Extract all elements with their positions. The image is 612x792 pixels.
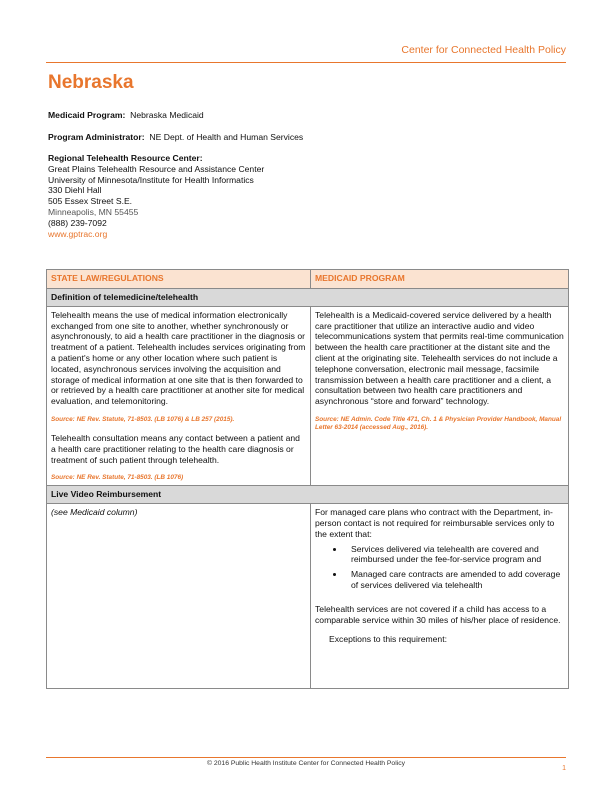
table-row [47,306,569,486]
program-administrator-value: NE Dept. of Health and Human Services [149,132,304,142]
medicaid-program-line [48,110,204,121]
state-law-cell [47,504,311,689]
list-item: • Services delivered via telehealth are covered and reimbursed under the fee-for-service program and [345,544,564,566]
header-divider [46,62,566,63]
state-law-cell [47,306,311,486]
column-header-row [47,270,569,289]
list-item: • Managed care contracts are amended to add coverage of services delivered via telehealth [345,569,564,591]
program-administrator-label: Program Administrator: [48,132,145,142]
rtrc-label: Regional Telehealth Resource Center: [48,153,203,163]
section-header-row [47,486,569,504]
column-header-state-law: STATE LAW/REGULATIONS [47,270,311,289]
page-title: Nebraska [48,72,134,93]
rtrc-name: Great Plains Telehealth Resource and Assistance Center [48,163,265,174]
header-org-name: Center for Connected Health Policy [401,44,566,56]
rtrc-block [48,153,264,239]
program-administrator-line [48,132,303,143]
footer-copyright: © 2016 Public Health Institute Center for Connected Health Policy [206,760,406,767]
footer-divider [46,757,566,758]
rtrc-address-line-1: 330 Diehl Hall [48,185,102,196]
medicaid-exceptions-text: Exceptions to this requirement: [329,634,447,645]
rtrc-website-link[interactable]: www.gptrac.org [48,228,108,239]
medicaid-cell [311,306,569,486]
state-definition-source: Source: NE Rev. Statute, 71-8503. (LB 1076) & LB 257 (2015). [51,415,235,423]
rtrc-address-line-2: 505 Essex Street S.E. [48,196,133,207]
rtrc-phone: (888) 239-7092 [48,217,107,228]
medicaid-child-access-text: Telehealth services are not covered if a child has access to a comparable service within 30 miles of his/her place of residence. [315,603,561,625]
medicaid-cell [311,504,569,689]
medicaid-definition-source: Source: NE Admin. Code Title 471, Ch. 1 & Physician Provider Handbook, Manual Letter 63-2014 (accessed Aug., 2016). [315,415,562,431]
state-see-medicaid-note: (see Medicaid column) [51,507,138,518]
column-header-medicaid: MEDICAID PROGRAM [311,270,569,289]
policy-table [46,269,569,689]
state-consultation-text: Telehealth consultation means any contact between a patient and a health care practitioner relating to the health care diagnosis or treatment of such patient through telehealth. [51,432,300,465]
medicaid-conditions-list [315,544,564,591]
rtrc-city-state: Minneapolis, MN 55455 [48,206,139,217]
medicaid-definition-text: Telehealth is a Medicaid-covered service delivered by a health care practitioner that utilize an interactive audio and video telecommunications system that permits real-time communication between the health care practitioner at the distant site and the client at the originating site. Telehealth services do not include a telephone conversation, electronic mail message, facsimile transmission between a health care practitioner and a client, a consultation between two health care practitioners and asynchronous “store and forward” technology. [315,309,564,407]
state-consultation-source: Source: NE Rev. Statute, 71-8503. (LB 1076) [51,474,184,482]
section-header-row [47,289,569,307]
state-definition-text: Telehealth means the use of medical information electronically exchanged from one site to another, whether synchronously or asynchronously, to aid a health care practitioner in the diagnosis or treatment of a patient. Telehealth includes services originating from a patient's home or any other location where such patient is located, asynchronous services involving the acquisition and storage of medical information at one site that is then forwarded to or retrieved by a health care practitioner at another site for medical evaluation, and telemonitoring. [51,309,306,407]
section-title-definition: Definition of telemedicine/telehealth [47,289,569,307]
medicaid-managed-care-text: For managed care plans who contract with the Department, in-person contact is not required for reimbursable services only to the extent that: [315,507,555,539]
medicaid-program-label: Medicaid Program: [48,110,126,120]
section-title-live-video: Live Video Reimbursement [47,486,569,504]
rtrc-institution: University of Minnesota/Institute for Health Informatics [48,174,254,185]
page-number: 1 [562,765,566,772]
medicaid-program-value: Nebraska Medicaid [130,110,204,120]
table-row [47,504,569,689]
